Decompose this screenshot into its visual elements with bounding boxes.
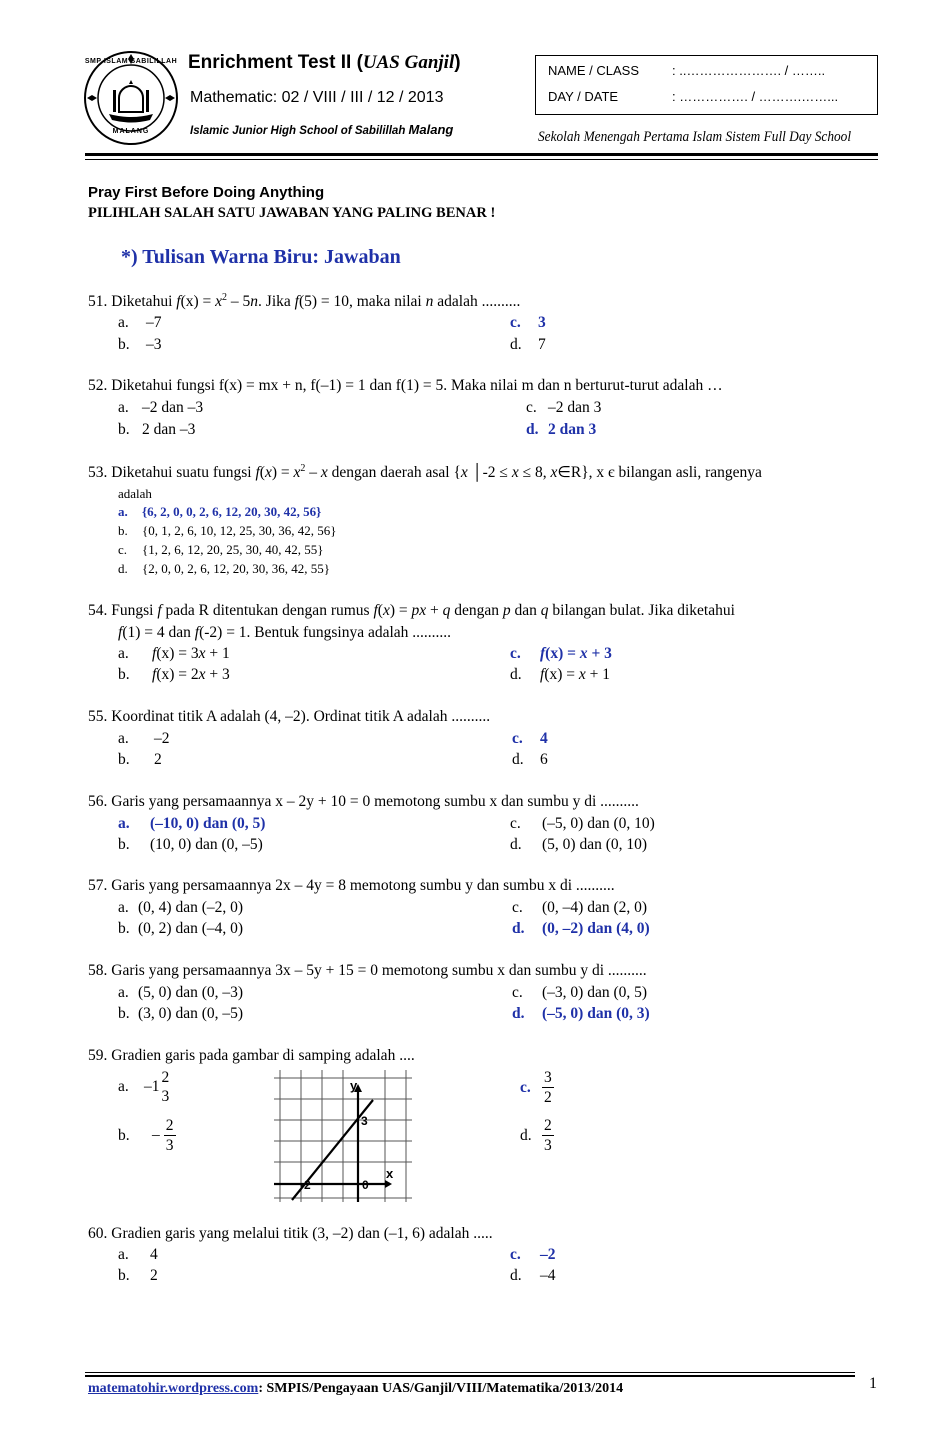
student-info-box xyxy=(535,55,878,115)
q56-option-c[interactable]: c. (–5, 0) dan (0, 10) xyxy=(510,815,655,832)
page-title xyxy=(188,52,461,74)
footer-text xyxy=(88,1381,623,1397)
logo-text-bottom: MALANG xyxy=(112,128,150,135)
question-53-cont: adalah xyxy=(118,486,152,501)
day-date-label: DAY / DATE xyxy=(548,89,619,104)
question-55: 55. Koordinat titik A adalah (4, –2). Ordinat titik A adalah .......... xyxy=(88,708,491,725)
graph-label-3: 3 xyxy=(361,1114,368,1128)
q59-option-a[interactable]: a. –1 2 3 xyxy=(118,1069,170,1105)
question-54-cont: f(1) = 4 dan f(-2) = 1. Bentuk fungsinya adalah .......... xyxy=(118,624,452,641)
graph-label-0: 0 xyxy=(362,1178,369,1192)
title-part-1: Enrichment Test II ( xyxy=(188,52,363,73)
q54-option-b[interactable]: b. f(x) = 2x + 3 xyxy=(118,666,230,683)
question-59: 59. Gradien garis pada gambar di samping adalah .... xyxy=(88,1047,415,1064)
graph-label-minus2: -2 xyxy=(300,1178,311,1192)
q60-option-a[interactable]: a. 4 xyxy=(118,1246,158,1263)
answer-key-note: *) Tulisan Warna Biru: Jawaban xyxy=(121,246,401,268)
q56-option-d[interactable]: d. (5, 0) dan (0, 10) xyxy=(510,836,648,853)
q53-option-d[interactable]: d. {2, 0, 0, 2, 6, 12, 20, 30, 36, 42, 55} xyxy=(118,561,330,576)
q56-option-b[interactable]: b. (10, 0) dan (0, –5) xyxy=(118,836,263,853)
q54-option-a[interactable]: a. f(x) = 3x + 1 xyxy=(118,645,230,662)
header-divider-thick xyxy=(85,153,878,156)
q55-option-c[interactable]: c. 4 xyxy=(512,730,548,747)
q60-option-b[interactable]: b. 2 xyxy=(118,1267,158,1284)
title-part-3: ) xyxy=(454,52,461,73)
header-divider-thin xyxy=(85,159,878,160)
q53-option-c[interactable]: c. {1, 2, 6, 12, 20, 25, 30, 40, 42, 55} xyxy=(118,542,324,557)
graph-x-label: x xyxy=(386,1166,394,1181)
q54-option-c[interactable]: c. f(x) = x + 3 xyxy=(510,645,612,662)
day-date-field[interactable]: : ……………. / ……….……... xyxy=(672,89,839,104)
q59-option-c[interactable]: c. $\frac{3}{2}$ xyxy=(520,1069,552,1106)
question-54: 54. Fungsi f pada R ditentukan dengan rumus f(x) = px + q dengan p dan q bilangan bulat. Jika diketahui xyxy=(88,602,735,619)
page-number: 1 xyxy=(869,1375,877,1392)
subject-line: Mathematic: 02 / VIII / III / 12 / 2013 xyxy=(190,89,444,106)
q52-option-c[interactable]: c. –2 dan 3 xyxy=(526,399,602,416)
school-logo xyxy=(83,50,179,146)
q55-option-d[interactable]: d. 6 xyxy=(512,751,548,768)
q51-option-d[interactable]: d. 7 xyxy=(510,336,546,353)
footer-link[interactable]: matematohir.wordpress.com xyxy=(88,1381,259,1396)
q55-option-b[interactable]: b. 2 xyxy=(118,751,162,768)
q51-option-a[interactable]: a. –7 xyxy=(118,314,162,331)
graph-y-label: y xyxy=(350,1078,358,1093)
q59-option-d[interactable]: d. $\frac{2}{3}$ xyxy=(520,1117,552,1154)
name-class-field[interactable]: : ..…………………. / …….. xyxy=(672,63,826,78)
q60-option-d[interactable]: d. –4 xyxy=(510,1267,556,1284)
q59-graph xyxy=(272,1068,414,1204)
question-58: 58. Garis yang persamaannya 3x – 5y + 15 = 0 memotong sumbu x dan sumbu y di .......... xyxy=(88,962,647,979)
q57-option-b[interactable]: b. (0, 2) dan (–4, 0) xyxy=(118,920,244,937)
q57-option-c[interactable]: c. (0, –4) dan (2, 0) xyxy=(512,899,648,916)
question-60: 60. Gradien garis yang melalui titik (3, –2) dan (–1, 6) adalah ..... xyxy=(88,1225,493,1242)
q51-option-c[interactable]: c. 3 xyxy=(510,314,546,331)
question-52: 52. Diketahui fungsi f(x) = mx + n, f(–1) = 1 dan f(1) = 5. Maka nilai m dan n berturut-turut adalah … xyxy=(88,377,723,394)
school-motto: Sekolah Menengah Pertama Islam Sistem Full Day School xyxy=(538,129,852,145)
q51-option-b[interactable]: b. –3 xyxy=(118,336,162,353)
q57-option-d[interactable]: d. (0, –2) dan (4, 0) xyxy=(512,920,650,937)
q56-option-a[interactable]: a. (–10, 0) dan (0, 5) xyxy=(118,815,266,832)
name-class-label: NAME / CLASS xyxy=(548,63,640,78)
school-city: Malang xyxy=(408,122,454,137)
q52-option-a[interactable]: a. –2 dan –3 xyxy=(118,399,204,416)
q55-option-a[interactable]: a. –2 xyxy=(118,730,170,747)
school-name xyxy=(190,122,453,137)
question-56: 56. Garis yang persamaannya x – 2y + 10 = 0 memotong sumbu x dan sumbu y di .......... xyxy=(88,793,639,810)
intro-pray: Pray First Before Doing Anything xyxy=(88,184,325,201)
q58-option-d[interactable]: d. (–5, 0) dan (0, 3) xyxy=(512,1005,650,1022)
q59-option-b[interactable]: b. – $\frac{2}{3}$ xyxy=(118,1117,174,1154)
question-53: 53. Diketahui suatu fungsi $f(x) = x^2 - x$ dengan daerah asal {x │-2 ≤ x ≤ 8, x∈R}, x є bilangan asli, rangenya xyxy=(88,463,762,482)
q54-option-d[interactable]: d. f(x) = x + 1 xyxy=(510,666,611,683)
q53-option-b[interactable]: b. {0, 1, 2, 6, 10, 12, 25, 30, 36, 42, 56} xyxy=(118,523,337,538)
footer-divider-thick xyxy=(85,1375,855,1377)
school-name-text: Islamic Junior High School of Sabilillah xyxy=(190,125,409,137)
footer-divider-thin xyxy=(85,1372,855,1373)
q58-option-c[interactable]: c. (–3, 0) dan (0, 5) xyxy=(512,984,648,1001)
footer-reference: : SMPIS/Pengayaan UAS/Ganjil/VIII/Matematika/2013/2014 xyxy=(258,1381,624,1396)
logo-text-top: SMP ISLAM SABILILLAH xyxy=(84,58,178,65)
q58-option-a[interactable]: a. (5, 0) dan (0, –3) xyxy=(118,984,244,1001)
question-51: 51. Diketahui $f(x) = x^2 - 5n$. Jika f(5) = 10, maka nilai n adalah .......... xyxy=(88,292,521,311)
q52-option-d[interactable]: d. 2 dan 3 xyxy=(526,421,597,438)
q60-option-c[interactable]: c. –2 xyxy=(510,1246,556,1263)
question-57: 57. Garis yang persamaannya 2x – 4y = 8 memotong sumbu y dan sumbu x di .......... xyxy=(88,877,615,894)
q57-option-a[interactable]: a. (0, 4) dan (–2, 0) xyxy=(118,899,244,916)
q58-option-b[interactable]: b. (3, 0) dan (0, –5) xyxy=(118,1005,244,1022)
title-part-2: UAS Ganjil xyxy=(362,52,455,73)
intro-instruction: PILIHLAH SALAH SATU JAWABAN YANG PALING BENAR ! xyxy=(88,205,496,221)
q53-option-a[interactable]: a. {6, 2, 0, 0, 2, 6, 12, 20, 30, 42, 56} xyxy=(118,504,322,519)
q52-option-b[interactable]: b. 2 dan –3 xyxy=(118,421,196,438)
